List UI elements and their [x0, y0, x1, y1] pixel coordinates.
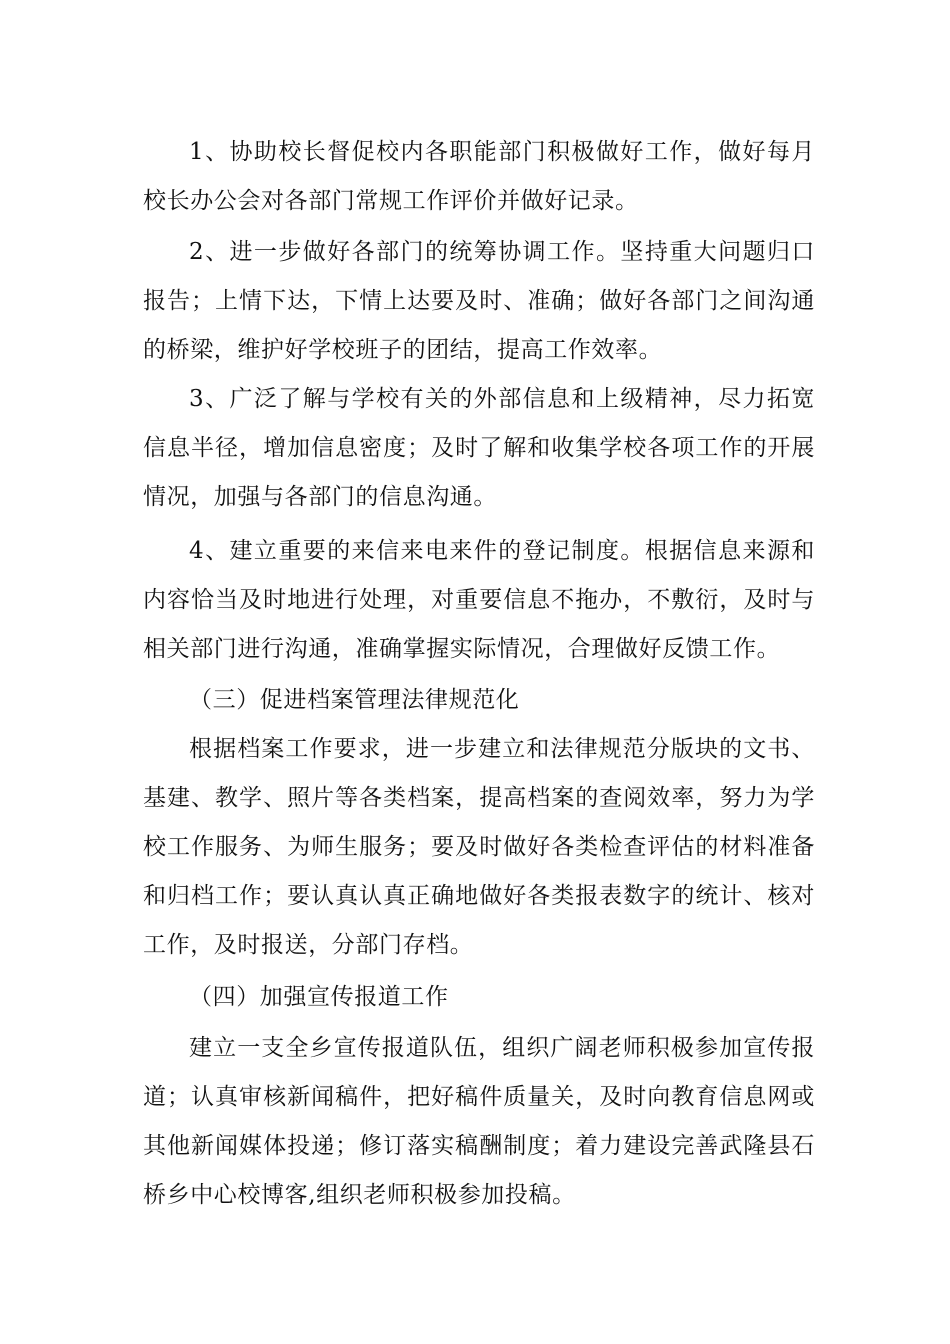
paragraph-item-3: 3、广泛了解与学校有关的外部信息和上级精神，尽力拓宽信息半径，增加信息密度；及时了解和收集学校各项工作的开展情况，加强与各部门的信息沟通。: [143, 386, 815, 510]
section-4-body: 建立一支全乡宣传报道队伍，组织广阔老师积极参加宣传报道；认真审核新闻稿件，把好稿件质量关，及时向教育信息网或其他新闻媒体投递；修订落实稿酬制度；着力建设完善武隆县石桥乡中心校博客,组织老师积极参加投稿。: [143, 1035, 815, 1208]
paragraph-item-1: 1、协助校长督促校内各职能部门积极做好工作，做好每月校长办公会对各部门常规工作评价并做好记录。: [143, 139, 815, 214]
section-heading-4: （四）加强宣传报道工作: [189, 984, 449, 1010]
paragraph-item-2: 2、进一步做好各部门的统筹协调工作。坚持重大问题归口报告；上情下达，下情上达要及时、准确；做好各部门之间沟通的桥梁，维护好学校班子的团结，提高工作效率。: [143, 239, 815, 363]
section-heading-3: （三）促进档案管理法律规范化: [189, 687, 520, 713]
section-3-body: 根据档案工作要求，进一步建立和法律规范分版块的文书、基建、教学、照片等各类档案，提高档案的查阅效率，努力为学校工作服务、为师生服务；要及时做好各类检查评估的材料准备和归档工作；要认真认真正确地做好各类报表数字的统计、核对工作，及时报送，分部门存档。: [143, 736, 815, 958]
paragraph-item-4: 4、建立重要的来信来电来件的登记制度。根据信息来源和内容恰当及时地进行处理，对重要信息不拖办，不敷衍，及时与相关部门进行沟通，准确掌握实际情况，合理做好反馈工作。: [143, 538, 815, 662]
